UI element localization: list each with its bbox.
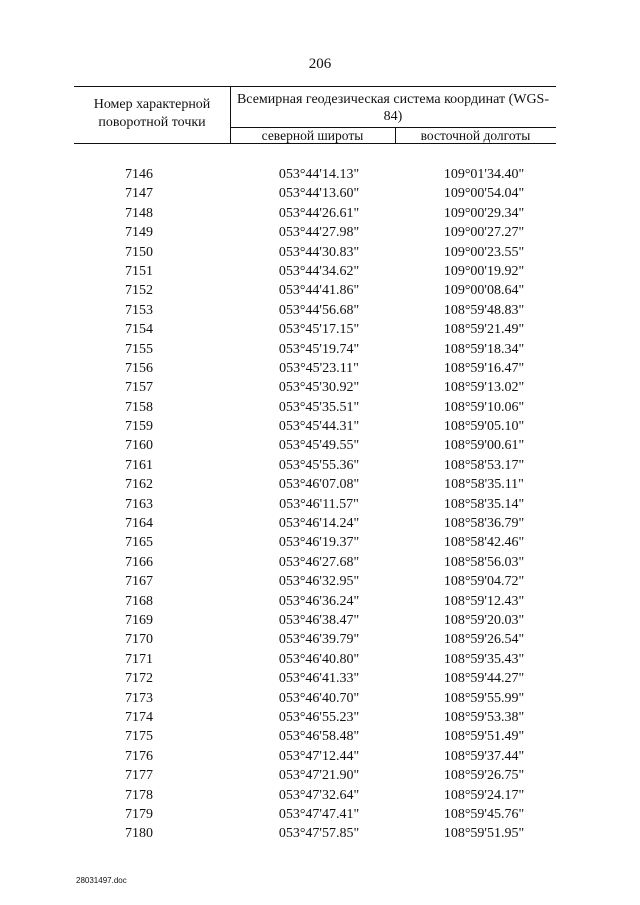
point-number-cell: 7178 [125,787,153,803]
longitude-cell: 108°58'42.46" [443,535,525,551]
latitude-cell: 053°45'19.74" [278,341,360,357]
longitude-cell: 108°58'56.03" [443,554,525,570]
table-row [74,805,556,824]
header-top-rule [74,86,556,87]
longitude-cell: 108°59'26.54" [443,632,525,648]
point-number-cell: 7148 [125,205,153,221]
longitude-cell: 109°00'23.55" [443,244,525,260]
table-row [74,359,556,378]
point-number-cell: 7170 [125,632,153,648]
table-row [74,650,556,669]
longitude-cell: 109°00'29.34" [443,205,525,221]
point-number-cell: 7146 [125,167,153,182]
table-row [74,824,556,843]
point-number-cell: 7180 [125,826,153,842]
table-row [74,165,556,184]
longitude-cell: 108°59'37.44" [443,748,525,764]
latitude-cell: 053°46'11.57" [279,496,359,512]
table-header [74,86,556,144]
longitude-cell: 108°59'13.02" [443,380,525,396]
table-row [74,184,556,203]
table-row [74,475,556,494]
latitude-cell: 053°44'13.60" [278,186,360,202]
table-row [74,320,556,339]
latitude-cell: 053°46'40.70" [278,690,360,706]
point-number-cell: 7157 [125,380,153,396]
longitude-cell: 109°01'34.40" [443,167,525,182]
table-row [74,553,556,572]
table-row [74,281,556,300]
longitude-cell: 108°58'35.14" [443,496,525,512]
table-row [74,301,556,320]
latitude-cell: 053°46'32.95" [278,574,360,590]
latitude-cell: 053°44'30.83" [278,244,360,260]
latitude-cell: 053°46'55.23" [278,709,360,725]
point-number-cell: 7172 [125,671,153,687]
longitude-cell: 108°59'26.75" [443,768,525,784]
table-row [74,262,556,281]
longitude-cell: 108°59'53.38" [443,709,525,725]
latitude-cell: 053°46'19.37" [278,535,360,551]
table-row [74,766,556,785]
point-number-cell: 7177 [125,768,153,784]
longitude-cell: 109°00'08.64" [443,283,525,299]
longitude-cell: 108°59'18.34" [443,341,525,357]
point-number-cell: 7176 [125,748,153,764]
point-number-cell: 7152 [125,283,153,299]
longitude-cell: 108°59'35.43" [443,651,525,667]
latitude-cell: 053°46'27.68" [278,554,360,570]
latitude-cell: 053°46'14.24" [278,516,360,532]
longitude-cell: 108°59'21.49" [443,322,525,338]
latitude-cell: 053°45'17.15" [278,322,360,338]
longitude-cell: 108°59'45.76" [443,806,525,822]
table-row [74,340,556,359]
table-row [74,417,556,436]
longitude-cell: 108°59'51.49" [443,729,525,745]
latitude-cell: 053°44'34.62" [278,263,360,279]
table-row [74,689,556,708]
latitude-cell: 053°46'41.33" [278,671,360,687]
table-row [74,533,556,552]
latitude-cell: 053°47'12.44" [278,748,360,764]
point-number-cell: 7167 [125,574,153,590]
table-row [74,786,556,805]
latitude-cell: 053°46'07.08" [278,477,360,493]
point-number-cell: 7161 [125,457,153,473]
table-row [74,592,556,611]
point-number-cell: 7149 [125,225,153,241]
longitude-cell: 108°59'16.47" [443,360,525,376]
latitude-cell: 053°45'55.36" [278,457,360,473]
point-number-cell: 7175 [125,729,153,745]
point-number-cell: 7163 [125,496,153,512]
table-row [74,243,556,262]
latitude-cell: 053°45'49.55" [278,438,360,454]
latitude-cell: 053°47'47.41" [278,806,360,822]
latitude-cell: 053°46'40.80" [278,651,360,667]
header-coordinate-system: Всемирная геодезическая система координат (WGS-84) [236,92,550,124]
point-number-cell: 7171 [125,651,153,667]
header-north-latitude: северной широты [261,128,364,143]
latitude-cell: 053°47'21.90" [278,768,360,784]
longitude-cell: 108°59'24.17" [443,787,525,803]
point-number-cell: 7160 [125,438,153,454]
point-number-cell: 7179 [125,806,153,822]
latitude-cell: 053°46'38.47" [278,612,360,628]
table-row [74,669,556,688]
point-number-cell: 7150 [125,244,153,260]
point-number-cell: 7174 [125,709,153,725]
latitude-cell: 053°46'58.48" [278,729,360,745]
latitude-cell: 053°47'57.85" [278,826,360,842]
longitude-cell: 109°00'27.27" [443,225,525,241]
point-number-cell: 7155 [125,341,153,357]
table-row [74,708,556,727]
point-number-cell: 7158 [125,399,153,415]
table-row [74,456,556,475]
latitude-cell: 053°45'30.92" [278,380,360,396]
point-number-cell: 7168 [125,593,153,609]
longitude-cell: 108°59'05.10" [443,419,525,435]
longitude-cell: 108°58'53.17" [443,457,525,473]
latitude-cell: 053°44'14.13" [278,167,360,182]
table-row [74,378,556,397]
latitude-cell: 053°45'23.11" [279,360,359,376]
table-row [74,514,556,533]
point-number-cell: 7159 [125,419,153,435]
table-body [74,165,556,844]
latitude-cell: 053°44'27.98" [278,225,360,241]
point-number-cell: 7154 [125,322,153,338]
latitude-cell: 053°44'56.68" [278,302,360,318]
longitude-cell: 108°59'04.72" [443,574,525,590]
header-east-longitude: восточной долготы [420,128,531,143]
table-row [74,223,556,242]
page-number: 206 [308,56,332,72]
latitude-cell: 053°44'26.61" [278,205,360,221]
table-row [74,436,556,455]
header-point-number: Номер характерной поворотной точки [93,97,211,130]
longitude-cell: 108°58'36.79" [443,516,525,532]
table-row [74,611,556,630]
table-row [74,495,556,514]
point-number-cell: 7151 [125,263,153,279]
longitude-cell: 108°59'55.99" [443,690,525,706]
longitude-cell: 108°59'44.27" [443,671,525,687]
point-number-cell: 7173 [125,690,153,706]
point-number-cell: 7166 [125,554,153,570]
latitude-cell: 053°46'39.79" [278,632,360,648]
latitude-cell: 053°47'32.64" [278,787,360,803]
latitude-cell: 053°45'35.51" [278,399,360,415]
table-row [74,572,556,591]
point-number-cell: 7156 [125,360,153,376]
point-number-cell: 7153 [125,302,153,318]
table-row [74,204,556,223]
longitude-cell: 109°00'19.92" [443,263,525,279]
point-number-cell: 7165 [125,535,153,551]
longitude-cell: 108°59'48.83" [443,302,525,318]
latitude-cell: 053°46'36.24" [278,593,360,609]
longitude-cell: 108°59'12.43" [443,593,525,609]
table-row [74,630,556,649]
longitude-cell: 108°59'00.61" [443,438,525,454]
latitude-cell: 053°44'41.86" [278,283,360,299]
point-number-cell: 7169 [125,612,153,628]
longitude-cell: 108°59'20.03" [443,612,525,628]
point-number-cell: 7164 [125,516,153,532]
longitude-cell: 108°59'10.06" [443,399,525,415]
footer-filename: 28031497.doc [76,876,127,885]
point-number-cell: 7147 [125,186,153,202]
table-row [74,398,556,417]
header-bottom-rule [74,143,556,144]
table-row [74,727,556,746]
longitude-cell: 108°59'51.95" [443,826,525,842]
point-number-cell: 7162 [125,477,153,493]
table-row [74,747,556,766]
longitude-cell: 109°00'54.04" [443,186,525,202]
latitude-cell: 053°45'44.31" [278,419,360,435]
longitude-cell: 108°58'35.11" [444,477,524,493]
